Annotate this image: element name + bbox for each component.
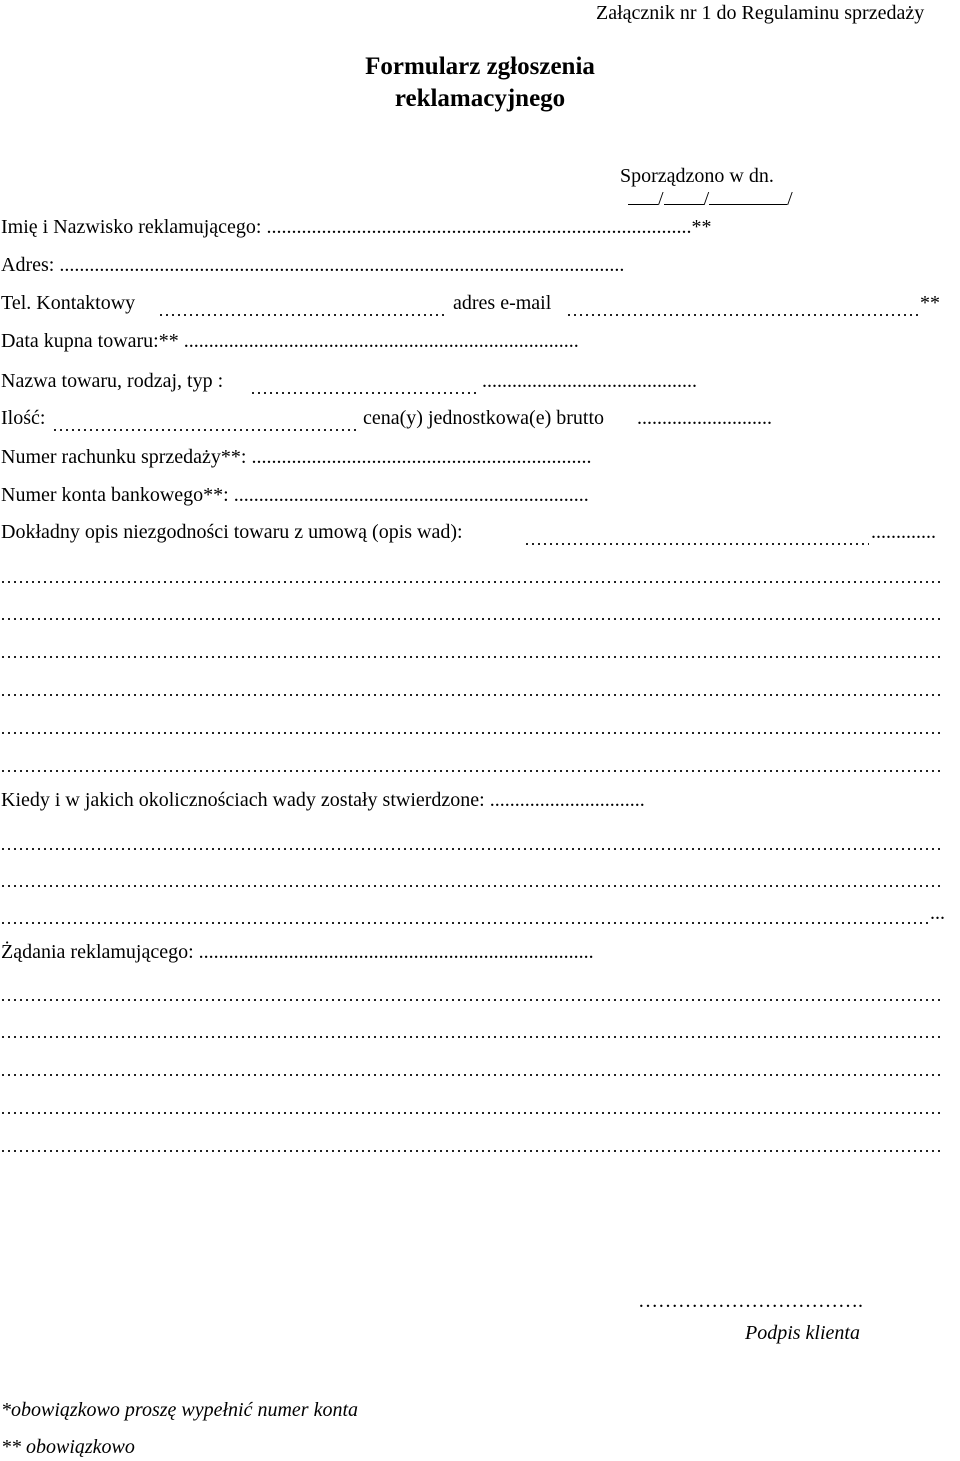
circumstances-line[interactable] bbox=[0, 885, 944, 887]
email-field[interactable] bbox=[566, 314, 918, 316]
demands-line[interactable] bbox=[0, 1036, 944, 1038]
circumstances-end-dots: ... bbox=[930, 902, 945, 924]
circumstances-line[interactable] bbox=[0, 922, 930, 924]
address-field[interactable]: Adres: ................................................................................................................. bbox=[1, 254, 625, 276]
name-field[interactable]: Imię i Nazwisko reklamującego: .....................................................................................** bbox=[1, 216, 712, 238]
defect-line[interactable] bbox=[0, 656, 944, 658]
quantity-label: Ilość: bbox=[1, 407, 46, 429]
defect-line[interactable] bbox=[0, 732, 944, 734]
product-label: Nazwa towaru, rodzaj, typ : bbox=[1, 370, 224, 392]
price-field[interactable]: ........................... bbox=[637, 407, 772, 429]
footnote-required: ** obowiązkowo bbox=[1, 1436, 135, 1458]
date-month-field[interactable] bbox=[664, 203, 704, 205]
title-line-2: reklamacyjnego bbox=[394, 85, 566, 112]
demands-line[interactable] bbox=[0, 1074, 944, 1076]
circumstances-line[interactable] bbox=[0, 848, 944, 850]
defect-line[interactable] bbox=[0, 581, 944, 583]
circumstances-field[interactable]: Kiedy i w jakich okolicznościach wady zostały stwierdzone: ............................... bbox=[1, 789, 645, 811]
date-separator: / bbox=[703, 188, 710, 210]
demands-field[interactable]: Żądania reklamującego: ............................................................................... bbox=[1, 941, 594, 963]
date-separator: / bbox=[787, 188, 793, 210]
demands-line[interactable] bbox=[0, 1112, 944, 1114]
attachment-note: Załącznik nr 1 do Regulaminu sprzedaży bbox=[596, 2, 925, 24]
date-year-field[interactable] bbox=[709, 203, 787, 205]
date-separator: / bbox=[658, 188, 664, 210]
defect-field-inline[interactable] bbox=[524, 543, 869, 545]
date-label: Sporządzono w dn. bbox=[620, 165, 774, 187]
demands-line[interactable] bbox=[0, 1150, 944, 1152]
demands-line[interactable] bbox=[0, 999, 944, 1001]
bank-account-field[interactable]: Numer konta bankowego**: ....................................................................... bbox=[1, 484, 589, 506]
product-dots: ........................................... bbox=[482, 370, 697, 392]
signature-field[interactable]: ……………………………. bbox=[638, 1290, 863, 1312]
email-label: adres e-mail bbox=[453, 292, 552, 314]
date-day-field[interactable] bbox=[628, 203, 658, 205]
price-label: cena(y) jednostkowa(e) brutto bbox=[363, 407, 605, 429]
defect-description-label: Dokładny opis niezgodności towaru z umową (opis wad): bbox=[1, 521, 463, 543]
defect-line[interactable] bbox=[0, 694, 944, 696]
purchase-date-field[interactable]: Data kupna towaru:** ............................................................................... bbox=[1, 330, 579, 352]
defect-line[interactable] bbox=[0, 618, 944, 620]
title-line-1: Formularz zgłoszenia bbox=[365, 53, 595, 80]
defect-line[interactable] bbox=[0, 770, 944, 772]
date-row bbox=[610, 142, 793, 211]
phone-label: Tel. Kontaktowy bbox=[1, 292, 136, 314]
quantity-field[interactable] bbox=[52, 429, 358, 431]
form-title bbox=[340, 51, 620, 115]
signature-label: Podpis klienta bbox=[745, 1322, 860, 1344]
invoice-number-field[interactable]: Numer rachunku sprzedaży**: .................................................................... bbox=[1, 446, 592, 468]
email-required-mark: ** bbox=[920, 292, 940, 314]
defect-dots: ............. bbox=[871, 521, 936, 543]
product-field[interactable] bbox=[250, 392, 480, 394]
phone-field[interactable] bbox=[158, 314, 448, 316]
footnote-account: *obowiązkowo proszę wypełnić numer konta bbox=[1, 1399, 359, 1421]
